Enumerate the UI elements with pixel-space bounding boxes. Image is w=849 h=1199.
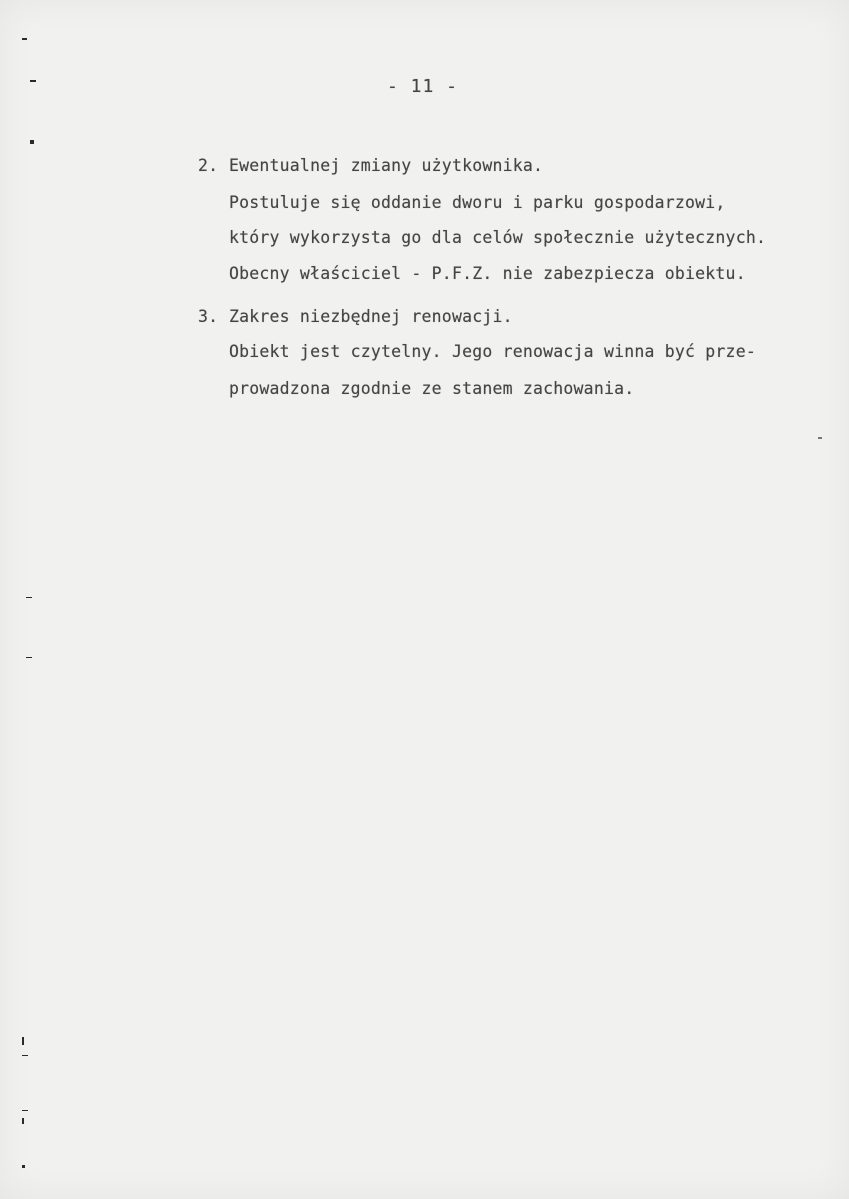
scan-mark xyxy=(30,80,36,82)
item-text-line: Postuluje się oddanie dworu i parku gospodarzowi, xyxy=(229,193,726,212)
item-text-line: Obecny właściciel - P.F.Z. nie zabezpiecza obiektu. xyxy=(229,264,746,283)
scan-mark xyxy=(22,38,27,40)
scan-mark xyxy=(22,1118,24,1124)
page-number: - 11 - xyxy=(387,76,459,97)
scan-mark xyxy=(26,657,32,658)
scan-mark xyxy=(22,1055,28,1056)
scan-mark xyxy=(26,597,32,598)
scan-mark xyxy=(818,437,822,439)
item-number: 3. xyxy=(198,307,219,326)
scan-mark xyxy=(22,1165,25,1168)
scan-mark xyxy=(22,1037,24,1045)
item-heading: Ewentualnej zmiany użytkownika. xyxy=(229,156,544,175)
scan-mark xyxy=(30,140,34,144)
scan-mark xyxy=(22,1110,28,1111)
item-text-line: Obiekt jest czytelny. Jego renowacja winna być prze- xyxy=(229,342,756,361)
item-number: 2. xyxy=(198,156,219,175)
item-text-line: który wykorzysta go dla celów społecznie użytecznych. xyxy=(229,228,767,247)
item-text-line: prowadzona zgodnie ze stanem zachowania. xyxy=(229,379,635,398)
item-heading: Zakres niezbędnej renowacji. xyxy=(229,307,513,326)
